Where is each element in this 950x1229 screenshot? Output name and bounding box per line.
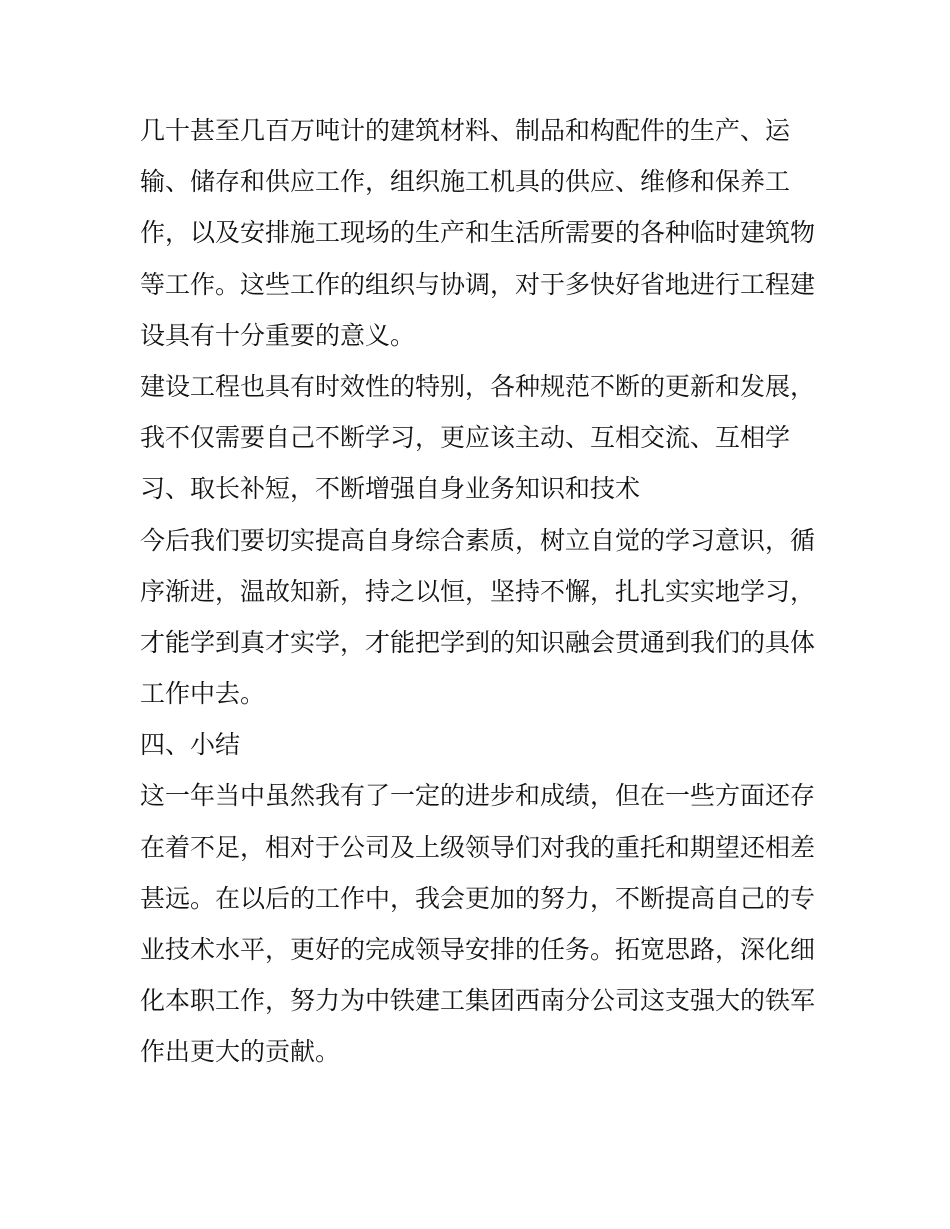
- text-line: 序渐进，温故知新，持之以恒，坚持不懈，扎扎实实地学习，: [140, 576, 815, 606]
- text-line: 作出更大的贡献。: [140, 1037, 341, 1067]
- section-heading: 四、小结: [140, 730, 241, 760]
- text-line: 我不仅需要自己不断学习，更应该主动、互相交流、互相学: [140, 423, 791, 453]
- text-line: 才能学到真才实学，才能把学到的知识融会贯通到我们的具体: [140, 627, 815, 657]
- text-line: 作，以及安排施工现场的生产和生活所需要的各种临时建筑物: [140, 218, 815, 248]
- text-line: 等工作。这些工作的组织与协调，对于多快好省地进行工程建: [140, 269, 815, 299]
- text-line: 工作中去。: [140, 679, 266, 709]
- text-line: 甚远。在以后的工作中，我会更加的努力，不断提高自己的专: [140, 883, 815, 913]
- text-line: 输、储存和供应工作，组织施工机具的供应、维修和保养工: [140, 167, 791, 197]
- text-line: 在着不足，相对于公司及上级领导们对我的重托和期望还相差: [140, 832, 815, 862]
- text-line: 设具有十分重要的意义。: [140, 320, 416, 350]
- text-line: 习、取长补短，不断增强自身业务知识和技术: [140, 474, 641, 504]
- text-line: 这一年当中虽然我有了一定的进步和成绩，但在一些方面还存: [140, 781, 815, 811]
- text-line: 建设工程也具有时效性的特别，各种规范不断的更新和发展，: [140, 371, 815, 401]
- text-line: 几十甚至几百万吨计的建筑材料、制品和构配件的生产、运: [140, 116, 791, 145]
- text-line: 业技术水平，更好的完成领导安排的任务。拓宽思路，深化细: [140, 935, 815, 964]
- text-line: 化本职工作，努力为中铁建工集团西南分公司这支强大的铁军: [140, 986, 815, 1016]
- document-body: [140, 105, 815, 1078]
- text-line: 今后我们要切实提高自身综合素质，树立自觉的学习意识，循: [140, 525, 815, 555]
